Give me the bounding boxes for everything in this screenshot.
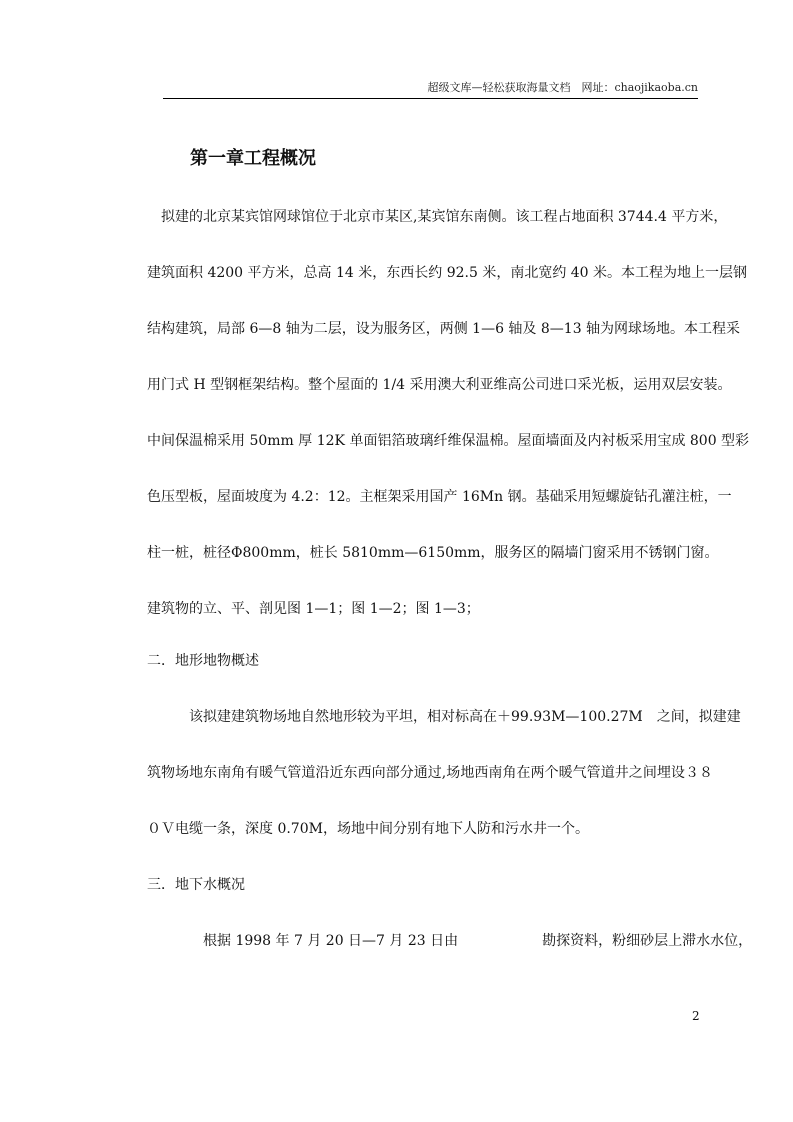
paragraph-line: 建筑面积 4200 平方米，总高 14 米，东西长约 92.5 米，南北宽约 40 米。本工程为地上一层钢 (147, 265, 748, 281)
header-rule (163, 98, 698, 99)
section-heading: 三．地下水概况 (147, 877, 245, 893)
paragraph-line: 该拟建建筑物场地自然地形较为平坦，相对标高在＋99.93M—100.27M 之间，拟建建 (147, 709, 741, 725)
paragraph-line: 筑物场地东南角有暖气管道沿近东西向部分通过,场地西南角在两个暖气管道井之间埋设３８ (147, 765, 713, 781)
paragraph-line: 结构建筑，局部 6—8 轴为二层，设为服务区，两侧 1—6 轴及 8—13 轴为网球场地。本工程采 (147, 321, 741, 337)
paragraph-line: 柱一桩，桩径Φ800mm，桩长 5810mm—6150mm，服务区的隔墙门窗采用不锈钢门窗。 (147, 545, 719, 561)
paragraph-line: 色压型板，屋面坡度为 4.2：12。主框架采用国产 16Mn 钢。基础采用短螺旋钻孔灌注桩，一 (147, 489, 732, 505)
figures-line: 建筑物的立、平、剖见图 1—1；图 1—2；图 1—3； (147, 601, 480, 617)
paragraph-line: 中间保温棉采用 50mm 厚 12K 单面铝箔玻璃纤维保温棉。屋面墙面及内衬板采用宝成 800 型彩 (147, 433, 750, 449)
paragraph-line: 根据 1998 年 7 月 20 日—7 月 23 日由 勘探资料，粉细砂层上滞水水位， (147, 933, 753, 949)
page-header: 超级文库—轻松获取海量文档 网址：chaojikaoba.cn (427, 81, 698, 94)
section-heading: 二．地形地物概述 (147, 653, 259, 669)
paragraph-line: 拟建的北京某宾馆网球馆位于北京市某区,某宾馆东南侧。该工程占地面积 3744.4 平方米， (147, 209, 728, 225)
page-number: 2 (692, 1009, 700, 1023)
paragraph-line: 用门式 H 型钢框架结构。整个屋面的 1/4 采用澳大利亚维高公司进口采光板，运用双层安装。 (147, 377, 732, 393)
chapter-title: 第一章工程概况 (190, 148, 316, 169)
paragraph-line: ０Ｖ电缆一条，深度 0.70M，场地中间分别有地下人防和污水井一个。 (147, 821, 589, 837)
